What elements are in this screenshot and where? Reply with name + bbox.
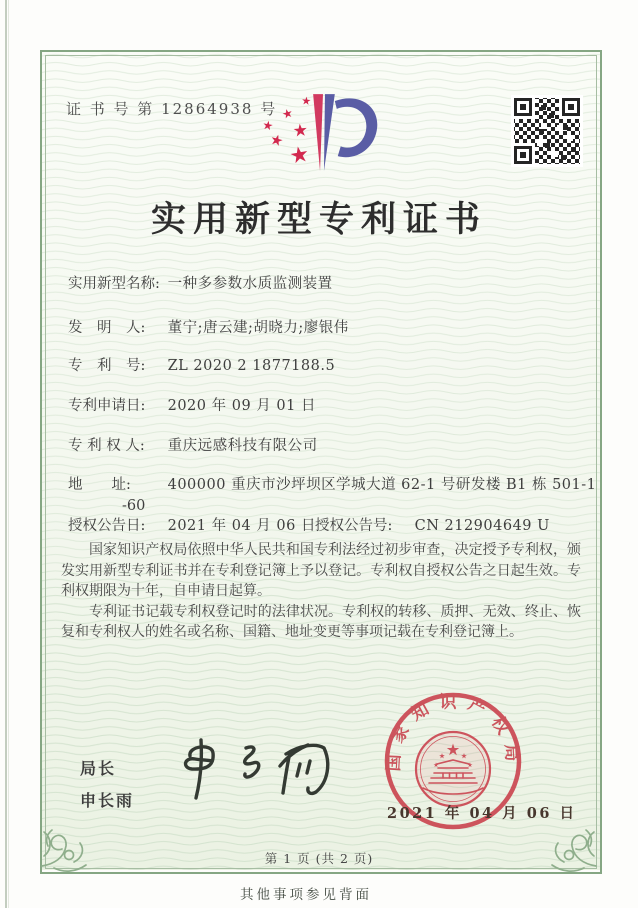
field-label-patent-number: 专 利 号: [68,358,146,374]
director-block [80,756,134,811]
field-row-patentee [68,434,318,455]
field-label-grant-date: 授权公告日: [68,518,146,534]
back-side-note: 其他事项参见背面 [240,887,372,903]
field-row-inventor [68,316,349,337]
field-value-inventor: 董宁;唐云建;胡晓力;廖银伟 [167,320,349,336]
legal-paragraph-2: 专利证书记载专利权登记时的法律状况。专利权的转移、质押、无效、终止、恢复和专利权人的姓名或名称、国籍、地址变更等事项记载在专利登记簿上。 [61,603,581,640]
field-label-name: 实用新型名称: [68,276,160,292]
field-label-patentee: 专 利 权 人: [68,438,145,454]
logo-p-bowl [335,98,377,157]
logo-blue-wedge [324,94,335,171]
legal-paragraphs [61,540,581,643]
field-label-address: 地 址: [68,477,131,493]
field-value-address-line2: -60 [122,498,146,514]
field-label-filing-date: 专利申请日: [68,398,146,414]
seal-organization-text: 国家知识产权局 [383,692,523,772]
qr-code [511,95,583,167]
certificate-title: 实用新型专利证书 [150,199,487,240]
seal-date: 2021 年 04 月 06 日 [387,805,577,822]
logo-red-wedge [313,94,323,171]
field-value-grant-number: CN 212904649 U [414,518,550,534]
field-row-grant-date [68,514,316,535]
field-value-patent-number: ZL 2020 2 1877188.5 [167,358,336,374]
field-row-patent-number [68,354,335,375]
legal-paragraph-1: 国家知识产权局依照中华人民共和国专利法经过初步审查，决定授予专利权，颁发实用新型专利证书并在专利登记簿上予以登记。专利权自授权公告之日起生效。专利权期限为十年，自申请日起算。 [61,542,581,599]
page-indicator: 第 1 页 (共 2 页) [264,851,374,866]
field-value-filing-date: 2020 年 09 月 01 日 [167,398,316,414]
director-title: 局长 [80,759,117,778]
signature-shen-changyu-icon [168,730,353,812]
field-label-inventor: 发 明 人: [68,320,146,336]
national-emblem-icon [416,732,490,806]
field-value-name: 一种多参数水质监测装置 [167,276,333,292]
field-value-grant-date: 2021 年 04 月 06 日 [167,518,316,534]
certificate-number: 证 书 号 第 12864938 号 [66,100,278,118]
field-value-address-line1: 400000 重庆市沙坪坝区学城大道 62-1 号研发楼 B1 栋 501-1 [167,477,597,493]
field-row-filing-date [68,394,316,415]
field-row-grant-number [315,514,550,535]
field-row-utility-model-name [68,272,333,293]
director-name: 申长雨 [80,791,135,810]
cnipa-logo-icon [258,88,386,182]
field-row-address [68,473,596,494]
field-value-patentee: 重庆远感科技有限公司 [167,438,318,454]
field-label-grant-number: 授权公告号: [315,518,393,534]
